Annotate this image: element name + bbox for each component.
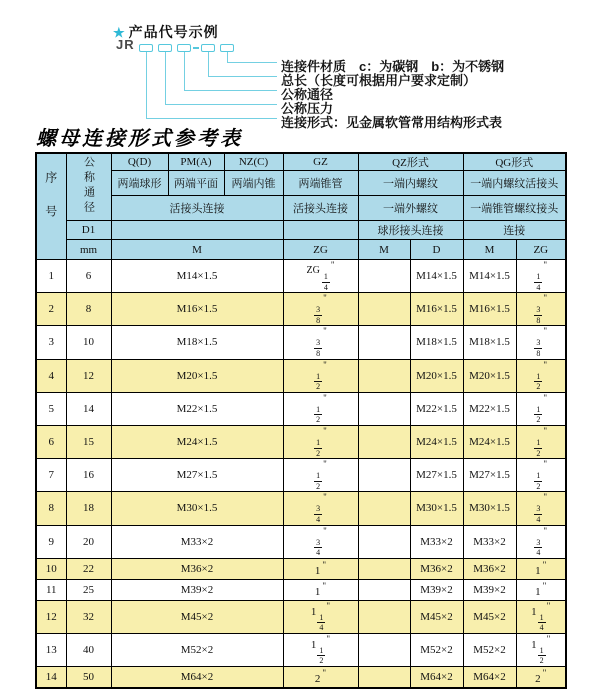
cell-qg-m: M20×1.5: [463, 359, 516, 392]
cell-qg-zg: $\frac{3}{8}$ ": [516, 293, 566, 326]
cell-gz: $\frac{3}{8}$ ": [283, 293, 358, 326]
cell-m: M22×1.5: [111, 392, 283, 425]
cell-gz: 1 ": [283, 558, 358, 579]
cell-qz-m: [358, 600, 410, 633]
cell-qg-m: M36×2: [463, 558, 516, 579]
cell-index: 11: [36, 579, 66, 600]
cell-qz-d: M36×2: [410, 558, 463, 579]
code-dash: [193, 47, 199, 49]
cell-index: 2: [36, 293, 66, 326]
cell-qg-m: M27×1.5: [463, 459, 516, 492]
cell-gz: 1 $\frac{1}{2}$ ": [283, 633, 358, 666]
table-row: [36, 326, 566, 359]
code-label-length: 总长（长度可根据用户要求定制）: [281, 73, 477, 88]
cell-qg-zg: 1 ": [516, 579, 566, 600]
table-row: [36, 492, 566, 525]
cell-qz-d: M22×1.5: [410, 392, 463, 425]
cell-index: 12: [36, 600, 66, 633]
cell-dn: 25: [66, 579, 111, 600]
header-group-nz: NZ(C): [224, 153, 283, 171]
cell-qg-zg: $\frac{1}{2}$ ": [516, 359, 566, 392]
cell-qg-zg: $\frac{3}{8}$ ": [516, 326, 566, 359]
cell-qg-zg: 1 $\frac{1}{4}$ ": [516, 600, 566, 633]
star-icon: ★: [113, 25, 126, 40]
cell-gz: 2 ": [283, 667, 358, 688]
header-index: 序号: [36, 153, 66, 260]
cell-qz-m: [358, 558, 410, 579]
header-unit-m: M: [111, 240, 283, 260]
cell-dn: 50: [66, 667, 111, 688]
code-label-connection: 连接形式：见金属软管常用结构形式表: [281, 115, 503, 130]
header-d1: D1: [66, 221, 111, 240]
cell-m: M45×2: [111, 600, 283, 633]
cell-qz-m: [358, 326, 410, 359]
cell-qg-m: M14×1.5: [463, 260, 516, 293]
page-title: 螺母连接形式参考表: [36, 126, 243, 150]
cell-gz: $\frac{3}{8}$ ": [283, 326, 358, 359]
cell-qz-m: [358, 525, 410, 558]
cell-dn: 40: [66, 633, 111, 666]
header-type-q: 两端球形: [111, 171, 168, 196]
header-joint-qg: 连接: [463, 221, 566, 240]
cell-dn: 22: [66, 558, 111, 579]
cell-qg-m: M45×2: [463, 600, 516, 633]
table-row: [36, 633, 566, 666]
cell-qz-m: [358, 260, 410, 293]
cell-gz: $\frac{3}{4}$ ": [283, 525, 358, 558]
cell-gz: $\frac{1}{2}$ ": [283, 459, 358, 492]
header-conn-qpmnz: 活接头连接: [111, 196, 283, 221]
header-group-gz: GZ: [283, 153, 358, 171]
reference-table: [35, 152, 567, 689]
header-empty-gz: [283, 221, 358, 240]
cell-index: 9: [36, 525, 66, 558]
header-group-pm: PM(A): [168, 153, 224, 171]
cell-qz-d: M20×1.5: [410, 359, 463, 392]
cell-m: M14×1.5: [111, 260, 283, 293]
code-label-diameter: 公称通径: [281, 87, 334, 102]
cell-gz: $\frac{1}{2}$ ": [283, 359, 358, 392]
header-type-qz: 一端内螺纹: [358, 171, 463, 196]
table-row: [36, 260, 566, 293]
cell-qz-d: M52×2: [410, 633, 463, 666]
code-label-material: 连接件材质 c：为碳钢 b：为不锈钢: [281, 59, 505, 74]
cell-m: M18×1.5: [111, 326, 283, 359]
cell-qz-m: [358, 293, 410, 326]
table-row: [36, 425, 566, 458]
cell-index: 5: [36, 392, 66, 425]
header-conn-qg: 一端锥管螺纹接头: [463, 196, 566, 221]
cell-dn: 15: [66, 425, 111, 458]
connector-line: [146, 52, 277, 119]
cell-gz: ZG $\frac{1}{4}$ ": [283, 260, 358, 293]
cell-qg-m: M22×1.5: [463, 392, 516, 425]
table-row: [36, 667, 566, 688]
cell-m: M52×2: [111, 633, 283, 666]
cell-qg-zg: $\frac{1}{2}$ ": [516, 459, 566, 492]
cell-dn: 32: [66, 600, 111, 633]
cell-qg-zg: $\frac{1}{2}$ ": [516, 392, 566, 425]
cell-qg-zg: 1 $\frac{1}{2}$ ": [516, 633, 566, 666]
cell-index: 14: [36, 667, 66, 688]
cell-gz: $\frac{1}{2}$ ": [283, 425, 358, 458]
header-group-qg: QG形式: [463, 153, 566, 171]
cell-index: 10: [36, 558, 66, 579]
cell-qz-m: [358, 359, 410, 392]
cell-dn: 20: [66, 525, 111, 558]
cell-qg-m: M64×2: [463, 667, 516, 688]
code-prefix: JR: [116, 37, 135, 52]
cell-qg-zg: 1 ": [516, 558, 566, 579]
cell-gz: $\frac{3}{4}$ ": [283, 492, 358, 525]
header-empty-m: [111, 221, 283, 240]
cell-m: M64×2: [111, 667, 283, 688]
cell-qg-zg: 2 ": [516, 667, 566, 688]
header-dn: 公称通径: [66, 153, 111, 221]
header-type-qg: 一端内螺纹活接头: [463, 171, 566, 196]
header-group-q: Q(D): [111, 153, 168, 171]
header-unit-zg: ZG: [283, 240, 358, 260]
cell-qg-m: M33×2: [463, 525, 516, 558]
cell-qz-m: [358, 579, 410, 600]
table-row: [36, 459, 566, 492]
cell-m: M20×1.5: [111, 359, 283, 392]
cell-gz: 1 $\frac{1}{4}$ ": [283, 600, 358, 633]
cell-m: M27×1.5: [111, 459, 283, 492]
header-joint-qz: 球形接头连接: [358, 221, 463, 240]
cell-qg-zg: $\frac{3}{4}$ ": [516, 525, 566, 558]
header-mm: mm: [66, 240, 111, 260]
code-box: [220, 44, 234, 52]
cell-qz-d: M33×2: [410, 525, 463, 558]
table-row: [36, 600, 566, 633]
cell-m: M24×1.5: [111, 425, 283, 458]
cell-dn: 14: [66, 392, 111, 425]
code-box: [139, 44, 153, 52]
code-box: [158, 44, 172, 52]
cell-gz: 1 ": [283, 579, 358, 600]
cell-dn: 18: [66, 492, 111, 525]
cell-dn: 16: [66, 459, 111, 492]
table-row: [36, 392, 566, 425]
cell-dn: 10: [66, 326, 111, 359]
code-box: [177, 44, 191, 52]
cell-qz-m: [358, 392, 410, 425]
cell-qg-m: M30×1.5: [463, 492, 516, 525]
table-row: [36, 558, 566, 579]
diagram-heading-text: 产品代号示例: [128, 24, 219, 40]
cell-qz-d: M27×1.5: [410, 459, 463, 492]
cell-qg-m: M24×1.5: [463, 425, 516, 458]
cell-index: 13: [36, 633, 66, 666]
cell-qg-zg: $\frac{1}{4}$ ": [516, 260, 566, 293]
header-group-qz: QZ形式: [358, 153, 463, 171]
header-unit-qg-m: M: [463, 240, 516, 260]
cell-dn: 12: [66, 359, 111, 392]
cell-gz: $\frac{1}{2}$ ": [283, 392, 358, 425]
cell-qz-d: M30×1.5: [410, 492, 463, 525]
cell-qg-m: M52×2: [463, 633, 516, 666]
cell-m: M39×2: [111, 579, 283, 600]
header-unit-qz-m: M: [358, 240, 410, 260]
cell-qz-d: M18×1.5: [410, 326, 463, 359]
cell-qz-d: M64×2: [410, 667, 463, 688]
cell-qz-m: [358, 667, 410, 688]
cell-index: 4: [36, 359, 66, 392]
cell-m: M36×2: [111, 558, 283, 579]
cell-qz-d: M39×2: [410, 579, 463, 600]
cell-dn: 6: [66, 260, 111, 293]
table-row: [36, 525, 566, 558]
table-row: [36, 579, 566, 600]
cell-index: 3: [36, 326, 66, 359]
header-conn-qz: 一端外螺纹: [358, 196, 463, 221]
code-box: [201, 44, 215, 52]
cell-qg-m: M18×1.5: [463, 326, 516, 359]
cell-qz-m: [358, 633, 410, 666]
cell-qg-zg: $\frac{3}{4}$ ": [516, 492, 566, 525]
header-unit-qg-zg: ZG: [516, 240, 566, 260]
cell-index: 1: [36, 260, 66, 293]
table-row: [36, 359, 566, 392]
cell-index: 8: [36, 492, 66, 525]
cell-qz-m: [358, 425, 410, 458]
cell-qz-d: M24×1.5: [410, 425, 463, 458]
cell-qg-m: M16×1.5: [463, 293, 516, 326]
header-type-gz: 两端锥管: [283, 171, 358, 196]
cell-m: M30×1.5: [111, 492, 283, 525]
cell-qz-d: M45×2: [410, 600, 463, 633]
cell-m: M33×2: [111, 525, 283, 558]
table-row: [36, 293, 566, 326]
table-body: [36, 260, 566, 688]
cell-qz-m: [358, 492, 410, 525]
cell-index: 6: [36, 425, 66, 458]
cell-qz-d: M16×1.5: [410, 293, 463, 326]
header-type-nz: 两端内锥: [224, 171, 283, 196]
cell-dn: 8: [66, 293, 111, 326]
header-type-pm: 两端平面: [168, 171, 224, 196]
cell-qz-m: [358, 459, 410, 492]
cell-index: 7: [36, 459, 66, 492]
cell-qg-m: M39×2: [463, 579, 516, 600]
cell-qz-d: M14×1.5: [410, 260, 463, 293]
table-header: [36, 153, 566, 260]
header-unit-qz-d: D: [410, 240, 463, 260]
cell-m: M16×1.5: [111, 293, 283, 326]
header-conn-gz: 活接头连接: [283, 196, 358, 221]
code-label-pressure: 公称压力: [281, 101, 334, 116]
cell-qg-zg: $\frac{1}{2}$ ": [516, 425, 566, 458]
